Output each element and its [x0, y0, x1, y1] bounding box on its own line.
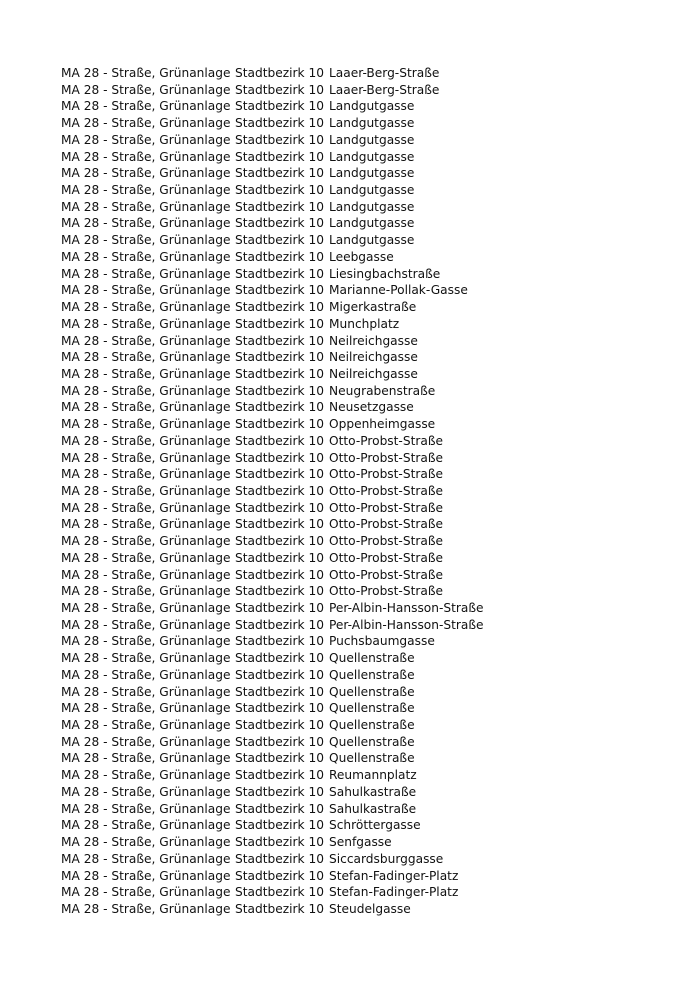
street-cell: Steudelgasse [329, 901, 411, 916]
district-cell: Stadtbezirk 10 [235, 835, 324, 850]
office-cell: MA 28 - Straße, Grünanlage [61, 801, 231, 816]
district-cell: Stadtbezirk 10 [235, 801, 324, 816]
office-cell: MA 28 - Straße, Grünanlage [61, 433, 231, 448]
office-cell: MA 28 - Straße, Grünanlage [61, 701, 231, 716]
office-cell: MA 28 - Straße, Grünanlage [61, 718, 231, 733]
district-cell: Stadtbezirk 10 [235, 300, 324, 315]
office-cell: MA 28 - Straße, Grünanlage [61, 350, 231, 365]
office-cell: MA 28 - Straße, Grünanlage [61, 283, 231, 298]
street-cell: Stefan-Fadinger-Platz [329, 885, 459, 900]
district-cell: Stadtbezirk 10 [235, 534, 324, 549]
street-cell: Landgutgasse [329, 199, 415, 214]
office-cell: MA 28 - Straße, Grünanlage [61, 818, 231, 833]
street-cell: Puchsbaumgasse [329, 634, 435, 649]
district-cell: Stadtbezirk 10 [235, 216, 324, 231]
street-cell: Reumannplatz [329, 768, 417, 783]
list-item [61, 433, 484, 450]
list-item [61, 500, 484, 517]
district-cell: Stadtbezirk 10 [235, 82, 324, 97]
street-cell: Munchplatz [329, 316, 400, 331]
street-cell: Landgutgasse [329, 233, 415, 248]
office-cell: MA 28 - Straße, Grünanlage [61, 835, 231, 850]
district-cell: Stadtbezirk 10 [235, 818, 324, 833]
list-item [61, 817, 484, 834]
list-item [61, 199, 484, 216]
office-cell: MA 28 - Straße, Grünanlage [61, 333, 231, 348]
list-item [61, 667, 484, 684]
list-item [61, 316, 484, 333]
street-cell: Marianne-Pollak-Gasse [329, 283, 468, 298]
list-item [61, 767, 484, 784]
office-cell: MA 28 - Straße, Grünanlage [61, 383, 231, 398]
district-cell: Stadtbezirk 10 [235, 266, 324, 281]
office-cell: MA 28 - Straße, Grünanlage [61, 534, 231, 549]
office-cell: MA 28 - Straße, Grünanlage [61, 300, 231, 315]
district-cell: Stadtbezirk 10 [235, 617, 324, 632]
list-item [61, 366, 484, 383]
district-cell: Stadtbezirk 10 [235, 651, 324, 666]
office-cell: MA 28 - Straße, Grünanlage [61, 768, 231, 783]
list-item [61, 82, 484, 99]
list-item [61, 65, 484, 82]
district-cell: Stadtbezirk 10 [235, 584, 324, 599]
list-item [61, 700, 484, 717]
office-cell: MA 28 - Straße, Grünanlage [61, 567, 231, 582]
list-item [61, 349, 484, 366]
list-item [61, 383, 484, 400]
office-cell: MA 28 - Straße, Grünanlage [61, 183, 231, 198]
street-cell: Landgutgasse [329, 183, 415, 198]
office-cell: MA 28 - Straße, Grünanlage [61, 82, 231, 97]
list-item [61, 784, 484, 801]
list-item [61, 182, 484, 199]
list-item [61, 149, 484, 166]
record-list [61, 65, 484, 918]
list-item [61, 583, 484, 600]
office-cell: MA 28 - Straße, Grünanlage [61, 550, 231, 565]
street-cell: Leebgasse [329, 249, 394, 264]
district-cell: Stadtbezirk 10 [235, 417, 324, 432]
district-cell: Stadtbezirk 10 [235, 483, 324, 498]
list-item [61, 333, 484, 350]
street-cell: Landgutgasse [329, 99, 415, 114]
street-cell: Liesingbachstraße [329, 266, 441, 281]
street-cell: Quellenstraße [329, 734, 415, 749]
office-cell: MA 28 - Straße, Grünanlage [61, 500, 231, 515]
list-item [61, 617, 484, 634]
office-cell: MA 28 - Straße, Grünanlage [61, 868, 231, 883]
list-item [61, 483, 484, 500]
district-cell: Stadtbezirk 10 [235, 233, 324, 248]
office-cell: MA 28 - Straße, Grünanlage [61, 66, 231, 80]
list-item [61, 901, 484, 918]
district-cell: Stadtbezirk 10 [235, 350, 324, 365]
office-cell: MA 28 - Straße, Grünanlage [61, 885, 231, 900]
street-cell: Quellenstraße [329, 684, 415, 699]
list-item [61, 650, 484, 667]
office-cell: MA 28 - Straße, Grünanlage [61, 400, 231, 415]
district-cell: Stadtbezirk 10 [235, 333, 324, 348]
street-cell: Sahulkastraße [329, 801, 417, 816]
street-cell: Quellenstraße [329, 751, 415, 766]
office-cell: MA 28 - Straße, Grünanlage [61, 784, 231, 799]
list-item [61, 684, 484, 701]
street-cell: Otto-Probst-Straße [329, 534, 443, 549]
list-item [61, 600, 484, 617]
office-cell: MA 28 - Straße, Grünanlage [61, 851, 231, 866]
district-cell: Stadtbezirk 10 [235, 66, 324, 80]
street-cell: Neugrabenstraße [329, 383, 436, 398]
district-cell: Stadtbezirk 10 [235, 183, 324, 198]
district-cell: Stadtbezirk 10 [235, 400, 324, 415]
list-item [61, 801, 484, 818]
street-cell: Sahulkastraße [329, 784, 417, 799]
list-item [61, 834, 484, 851]
list-item [61, 516, 484, 533]
district-cell: Stadtbezirk 10 [235, 383, 324, 398]
list-item [61, 567, 484, 584]
district-cell: Stadtbezirk 10 [235, 634, 324, 649]
street-cell: Landgutgasse [329, 132, 415, 147]
district-cell: Stadtbezirk 10 [235, 450, 324, 465]
office-cell: MA 28 - Straße, Grünanlage [61, 166, 231, 181]
street-cell: Otto-Probst-Straße [329, 584, 443, 599]
street-cell: Otto-Probst-Straße [329, 450, 443, 465]
office-cell: MA 28 - Straße, Grünanlage [61, 233, 231, 248]
office-cell: MA 28 - Straße, Grünanlage [61, 483, 231, 498]
street-cell: Quellenstraße [329, 651, 415, 666]
office-cell: MA 28 - Straße, Grünanlage [61, 601, 231, 615]
list-item [61, 416, 484, 433]
district-cell: Stadtbezirk 10 [235, 166, 324, 181]
list-item [61, 266, 484, 283]
list-item [61, 533, 484, 550]
office-cell: MA 28 - Straße, Grünanlage [61, 734, 231, 749]
office-cell: MA 28 - Straße, Grünanlage [61, 617, 231, 632]
office-cell: MA 28 - Straße, Grünanlage [61, 316, 231, 331]
district-cell: Stadtbezirk 10 [235, 116, 324, 131]
office-cell: MA 28 - Straße, Grünanlage [61, 199, 231, 214]
district-cell: Stadtbezirk 10 [235, 249, 324, 264]
district-cell: Stadtbezirk 10 [235, 500, 324, 515]
district-cell: Stadtbezirk 10 [235, 467, 324, 482]
street-cell: Senfgasse [329, 835, 392, 850]
district-cell: Stadtbezirk 10 [235, 366, 324, 381]
street-cell: Oppenheimgasse [329, 417, 436, 432]
office-cell: MA 28 - Straße, Grünanlage [61, 149, 231, 164]
district-cell: Stadtbezirk 10 [235, 701, 324, 716]
street-cell: Siccardsburggasse [329, 851, 444, 866]
street-cell: Landgutgasse [329, 166, 415, 181]
district-cell: Stadtbezirk 10 [235, 433, 324, 448]
street-cell: Landgutgasse [329, 149, 415, 164]
list-item [61, 132, 484, 149]
district-cell: Stadtbezirk 10 [235, 99, 324, 114]
district-cell: Stadtbezirk 10 [235, 885, 324, 900]
street-cell: Stefan-Fadinger-Platz [329, 868, 459, 883]
list-item [61, 249, 484, 266]
office-cell: MA 28 - Straße, Grünanlage [61, 116, 231, 131]
list-item [61, 215, 484, 232]
office-cell: MA 28 - Straße, Grünanlage [61, 467, 231, 482]
office-cell: MA 28 - Straße, Grünanlage [61, 667, 231, 682]
district-cell: Stadtbezirk 10 [235, 199, 324, 214]
list-item [61, 550, 484, 567]
street-cell: Otto-Probst-Straße [329, 433, 443, 448]
office-cell: MA 28 - Straße, Grünanlage [61, 132, 231, 147]
office-cell: MA 28 - Straße, Grünanlage [61, 450, 231, 465]
street-cell: Quellenstraße [329, 718, 415, 733]
district-cell: Stadtbezirk 10 [235, 601, 324, 615]
street-cell: Migerkastraße [329, 300, 417, 315]
street-cell: Per-Albin-Hansson-Straße [329, 601, 484, 615]
street-cell: Otto-Probst-Straße [329, 550, 443, 565]
office-cell: MA 28 - Straße, Grünanlage [61, 584, 231, 599]
street-cell: Otto-Probst-Straße [329, 467, 443, 482]
list-item [61, 851, 484, 868]
district-cell: Stadtbezirk 10 [235, 283, 324, 298]
street-cell: Otto-Probst-Straße [329, 567, 443, 582]
street-cell: Neilreichgasse [329, 333, 418, 348]
office-cell: MA 28 - Straße, Grünanlage [61, 249, 231, 264]
district-cell: Stadtbezirk 10 [235, 734, 324, 749]
list-item [61, 115, 484, 132]
district-cell: Stadtbezirk 10 [235, 517, 324, 532]
district-cell: Stadtbezirk 10 [235, 901, 324, 916]
office-cell: MA 28 - Straße, Grünanlage [61, 517, 231, 532]
street-cell: Per-Albin-Hansson-Straße [329, 617, 484, 632]
district-cell: Stadtbezirk 10 [235, 868, 324, 883]
district-cell: Stadtbezirk 10 [235, 684, 324, 699]
list-item [61, 399, 484, 416]
street-cell: Otto-Probst-Straße [329, 517, 443, 532]
list-item [61, 633, 484, 650]
district-cell: Stadtbezirk 10 [235, 718, 324, 733]
street-cell: Quellenstraße [329, 667, 415, 682]
street-cell: Quellenstraße [329, 701, 415, 716]
district-cell: Stadtbezirk 10 [235, 132, 324, 147]
office-cell: MA 28 - Straße, Grünanlage [61, 366, 231, 381]
office-cell: MA 28 - Straße, Grünanlage [61, 651, 231, 666]
street-cell: Neilreichgasse [329, 350, 418, 365]
office-cell: MA 28 - Straße, Grünanlage [61, 417, 231, 432]
district-cell: Stadtbezirk 10 [235, 149, 324, 164]
district-cell: Stadtbezirk 10 [235, 784, 324, 799]
street-cell: Schröttergasse [329, 818, 421, 833]
list-item [61, 165, 484, 182]
list-item [61, 868, 484, 885]
street-cell: Neusetzgasse [329, 400, 414, 415]
list-item [61, 98, 484, 115]
office-cell: MA 28 - Straße, Grünanlage [61, 99, 231, 114]
list-item [61, 282, 484, 299]
list-item [61, 450, 484, 467]
list-item [61, 232, 484, 249]
office-cell: MA 28 - Straße, Grünanlage [61, 216, 231, 231]
street-cell: Otto-Probst-Straße [329, 500, 443, 515]
district-cell: Stadtbezirk 10 [235, 667, 324, 682]
office-cell: MA 28 - Straße, Grünanlage [61, 266, 231, 281]
list-item [61, 884, 484, 901]
list-item [61, 466, 484, 483]
district-cell: Stadtbezirk 10 [235, 751, 324, 766]
district-cell: Stadtbezirk 10 [235, 851, 324, 866]
list-item [61, 717, 484, 734]
district-cell: Stadtbezirk 10 [235, 316, 324, 331]
district-cell: Stadtbezirk 10 [235, 768, 324, 783]
street-cell: Neilreichgasse [329, 366, 418, 381]
street-cell: Laaer-Berg-Straße [329, 66, 440, 80]
office-cell: MA 28 - Straße, Grünanlage [61, 684, 231, 699]
list-item [61, 734, 484, 751]
street-cell: Landgutgasse [329, 216, 415, 231]
office-cell: MA 28 - Straße, Grünanlage [61, 634, 231, 649]
street-cell: Otto-Probst-Straße [329, 483, 443, 498]
office-cell: MA 28 - Straße, Grünanlage [61, 751, 231, 766]
district-cell: Stadtbezirk 10 [235, 550, 324, 565]
street-cell: Laaer-Berg-Straße [329, 82, 440, 97]
street-cell: Landgutgasse [329, 116, 415, 131]
district-cell: Stadtbezirk 10 [235, 567, 324, 582]
list-item [61, 750, 484, 767]
list-item [61, 299, 484, 316]
office-cell: MA 28 - Straße, Grünanlage [61, 901, 231, 916]
